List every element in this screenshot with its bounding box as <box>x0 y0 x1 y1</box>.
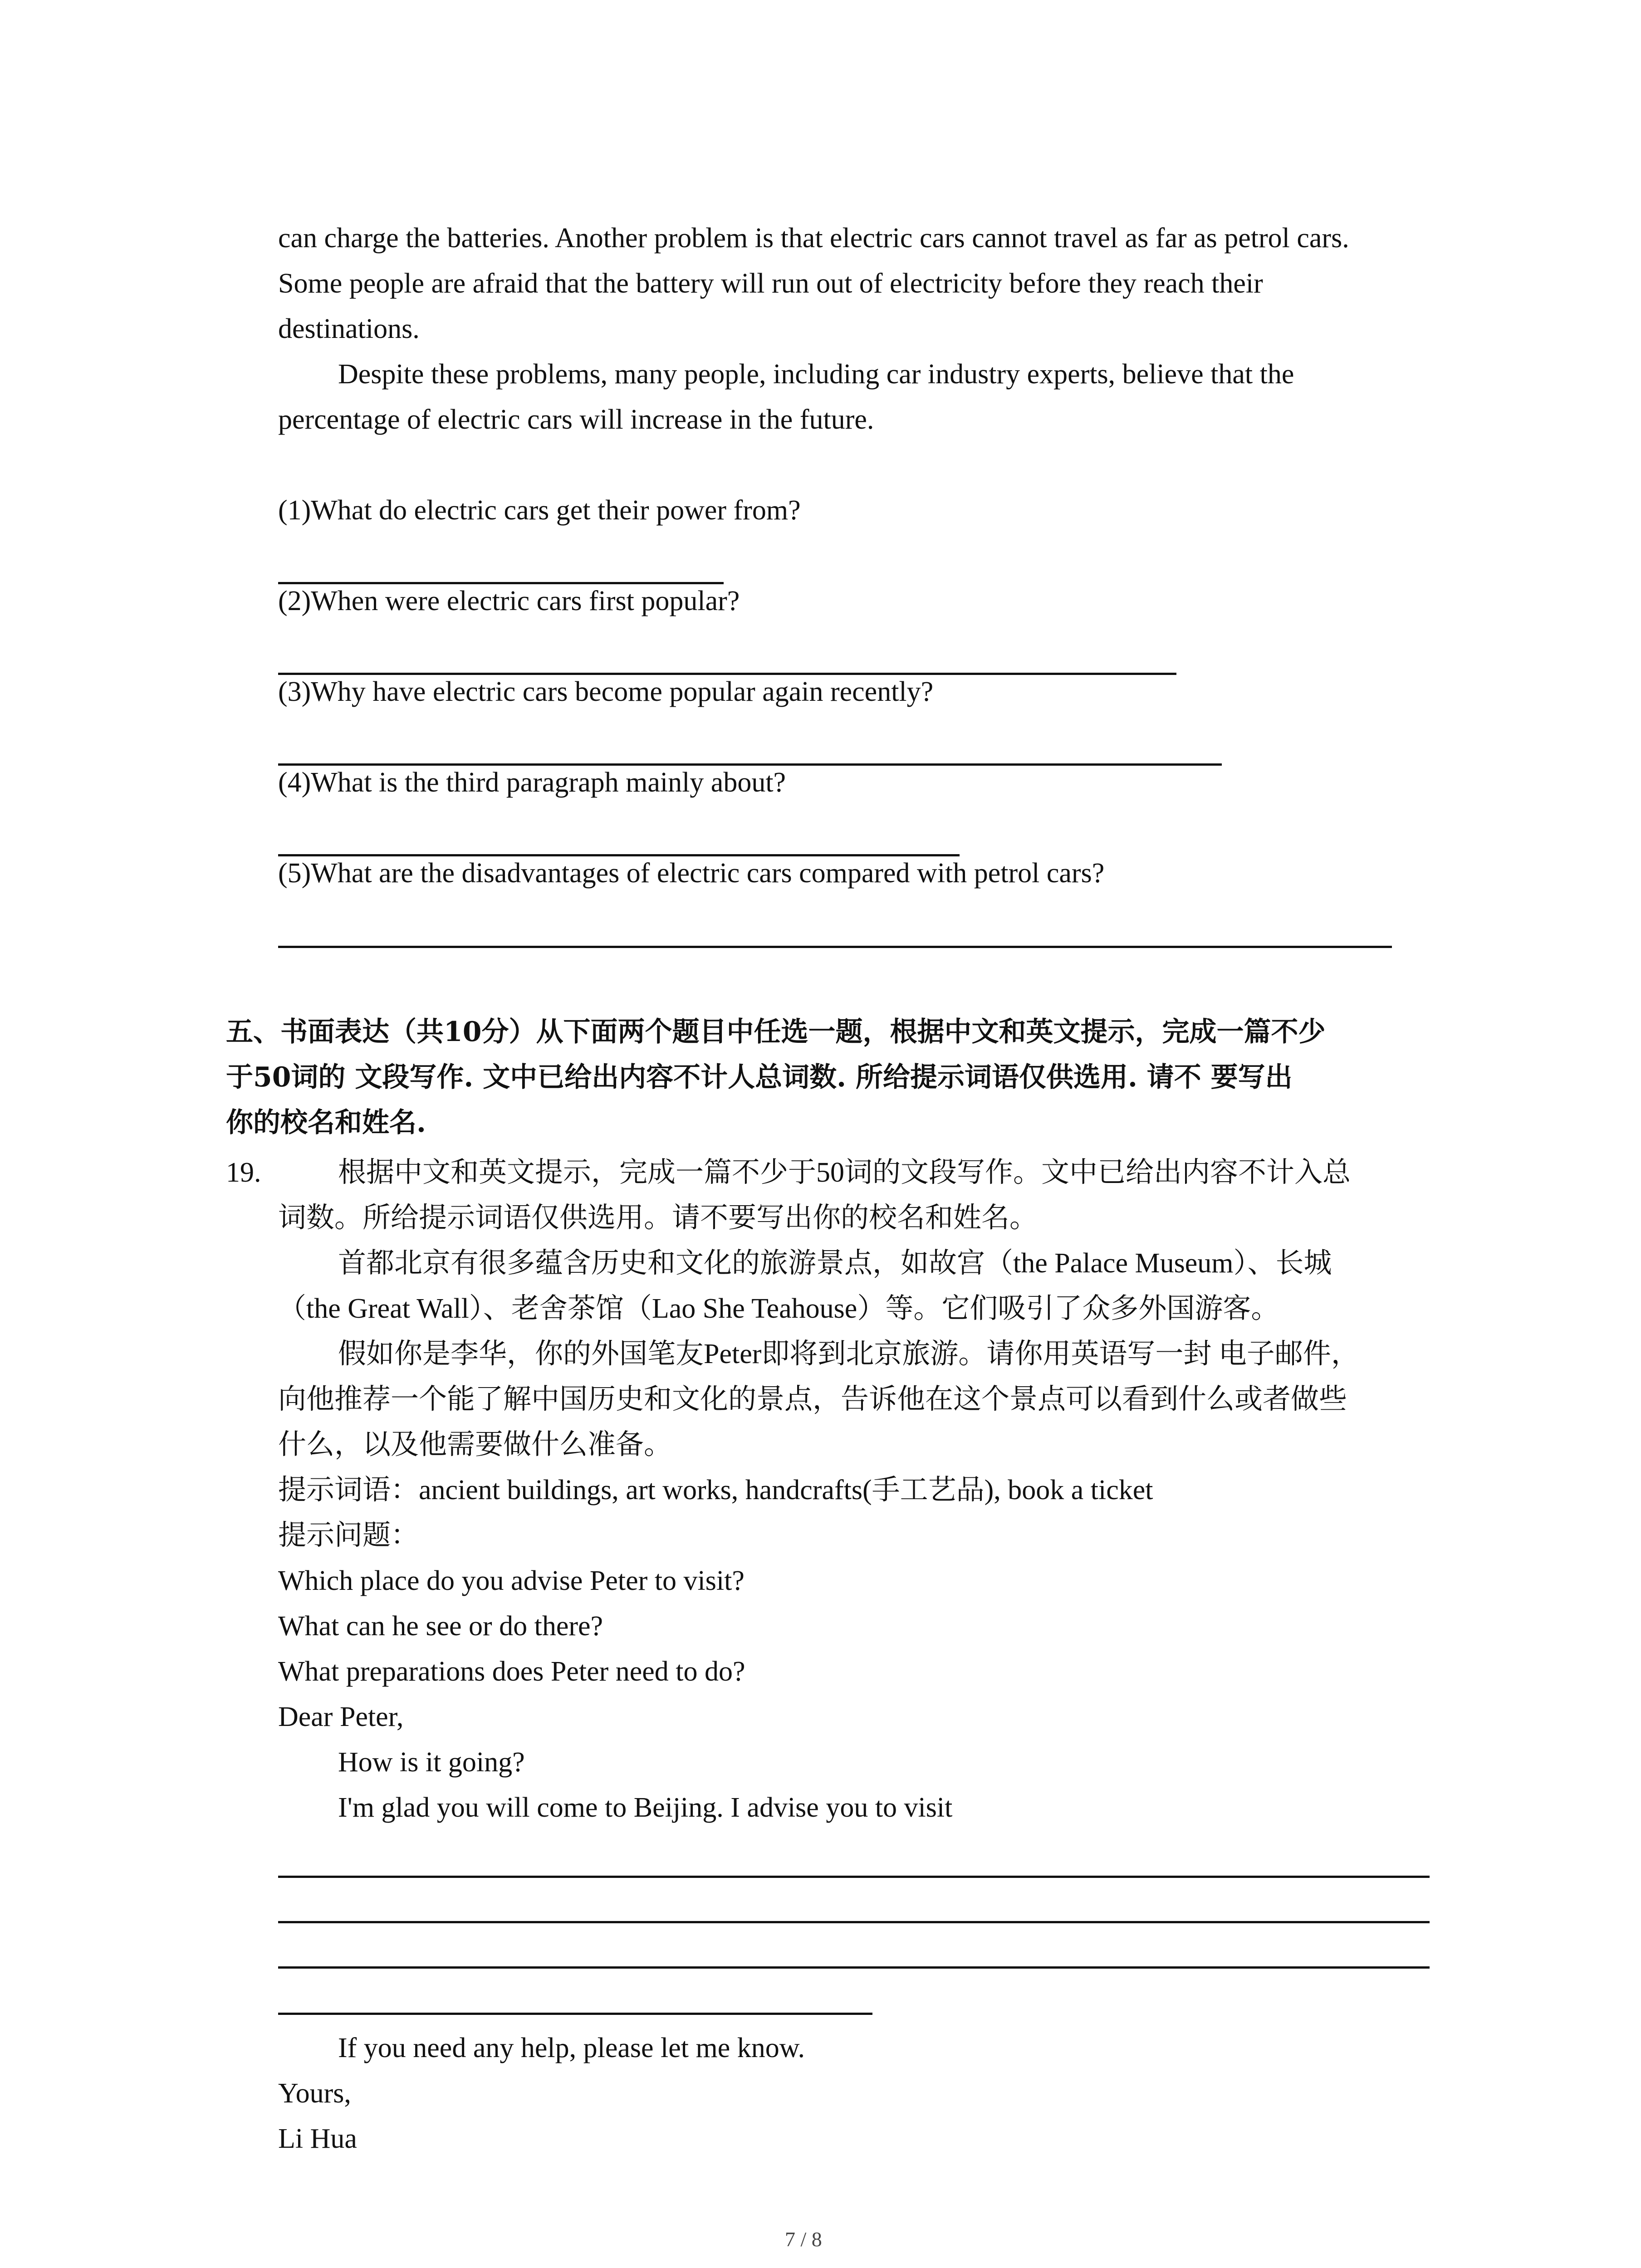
writing-line[interactable] <box>278 1921 1430 1923</box>
writing-line[interactable] <box>278 1966 1430 1969</box>
writing-line[interactable] <box>278 2013 872 2015</box>
prompt-line: 假如你是李华，你的外国笔友Peter即将到北京旅游。请你用英语写一封 电子邮件， <box>338 1339 1359 1369</box>
question-1: (1)What do electric cars get their power from? <box>278 495 801 526</box>
section-heading: 于50词的 文段写作. 文中已给出内容不计人总词数. 所给提示词语仅供选用. 请不 要写出 <box>226 1061 1293 1093</box>
passage-line: percentage of electric cars will increase in the future. <box>278 404 874 435</box>
hint-words: 提示词语：ancient buildings, art works, handcrafts(手工艺品), book a ticket <box>278 1475 1153 1505</box>
section-heading: 你的校名和姓名. <box>226 1107 426 1139</box>
question-3: (3)Why have electric cars become popular again recently? <box>278 676 934 707</box>
instruction-line: 根据中文和英文提示，完成一篇不少于50词的文段写作。文中已给出内容不计入总 <box>338 1157 1351 1188</box>
prompt-line: 首都北京有很多蕴含历史和文化的旅游景点，如故宫（the Palace Museum）、长城 <box>338 1248 1332 1279</box>
passage-line: destinations. <box>278 313 420 344</box>
hint-question: What preparations does Peter need to do? <box>278 1656 745 1687</box>
prompt-line: 向他推荐一个能了解中国历史和文化的景点，告诉他在这个景点可以看到什么或者做些 <box>278 1384 1347 1415</box>
letter-line: How is it going? <box>338 1747 525 1778</box>
hint-question: Which place do you advise Peter to visit? <box>278 1565 745 1596</box>
prompt-line: （the Great Wall）、老舍茶馆（Lao She Teahouse）等。它们吸引了众多外国游客。 <box>278 1293 1279 1324</box>
passage-line: Some people are afraid that the battery will run out of electricity before they reach their <box>278 268 1263 299</box>
question-2: (2)When were electric cars first popular? <box>278 586 740 616</box>
page-number: 7 / 8 <box>785 2228 822 2251</box>
letter-signature: Li Hua <box>278 2123 357 2154</box>
hint-question: What can he see or do there? <box>278 1611 603 1642</box>
question-4: (4)What is the third paragraph mainly about? <box>278 767 786 798</box>
letter-signoff: Yours, <box>278 2078 351 2109</box>
instruction-line: 词数。所给提示词语仅供选用。请不要写出你的校名和姓名。 <box>278 1202 1038 1233</box>
letter-line: I'm glad you will come to Beijing. I advise you to visit <box>338 1792 953 1823</box>
question-5: (5)What are the disadvantages of electric cars compared with petrol cars? <box>278 858 1105 889</box>
question-number: 19. <box>226 1157 261 1188</box>
section-heading: 五、书面表达（共10分）从下面两个题目中任选一题，根据中文和英文提示，完成一篇不少 <box>226 1016 1326 1048</box>
letter-greeting: Dear Peter, <box>278 1701 404 1732</box>
letter-closing: If you need any help, please let me know. <box>338 2033 805 2063</box>
answer-line-5[interactable] <box>278 946 1392 948</box>
prompt-line: 什么，以及他需要做什么准备。 <box>278 1429 672 1460</box>
passage-line: Despite these problems, many people, including car industry experts, believe that the <box>338 359 1294 390</box>
passage-line: can charge the batteries. Another problem is that electric cars cannot travel as far as petrol cars. <box>278 223 1349 254</box>
hint-questions-label: 提示问题： <box>278 1520 419 1551</box>
writing-line[interactable] <box>278 1876 1430 1878</box>
